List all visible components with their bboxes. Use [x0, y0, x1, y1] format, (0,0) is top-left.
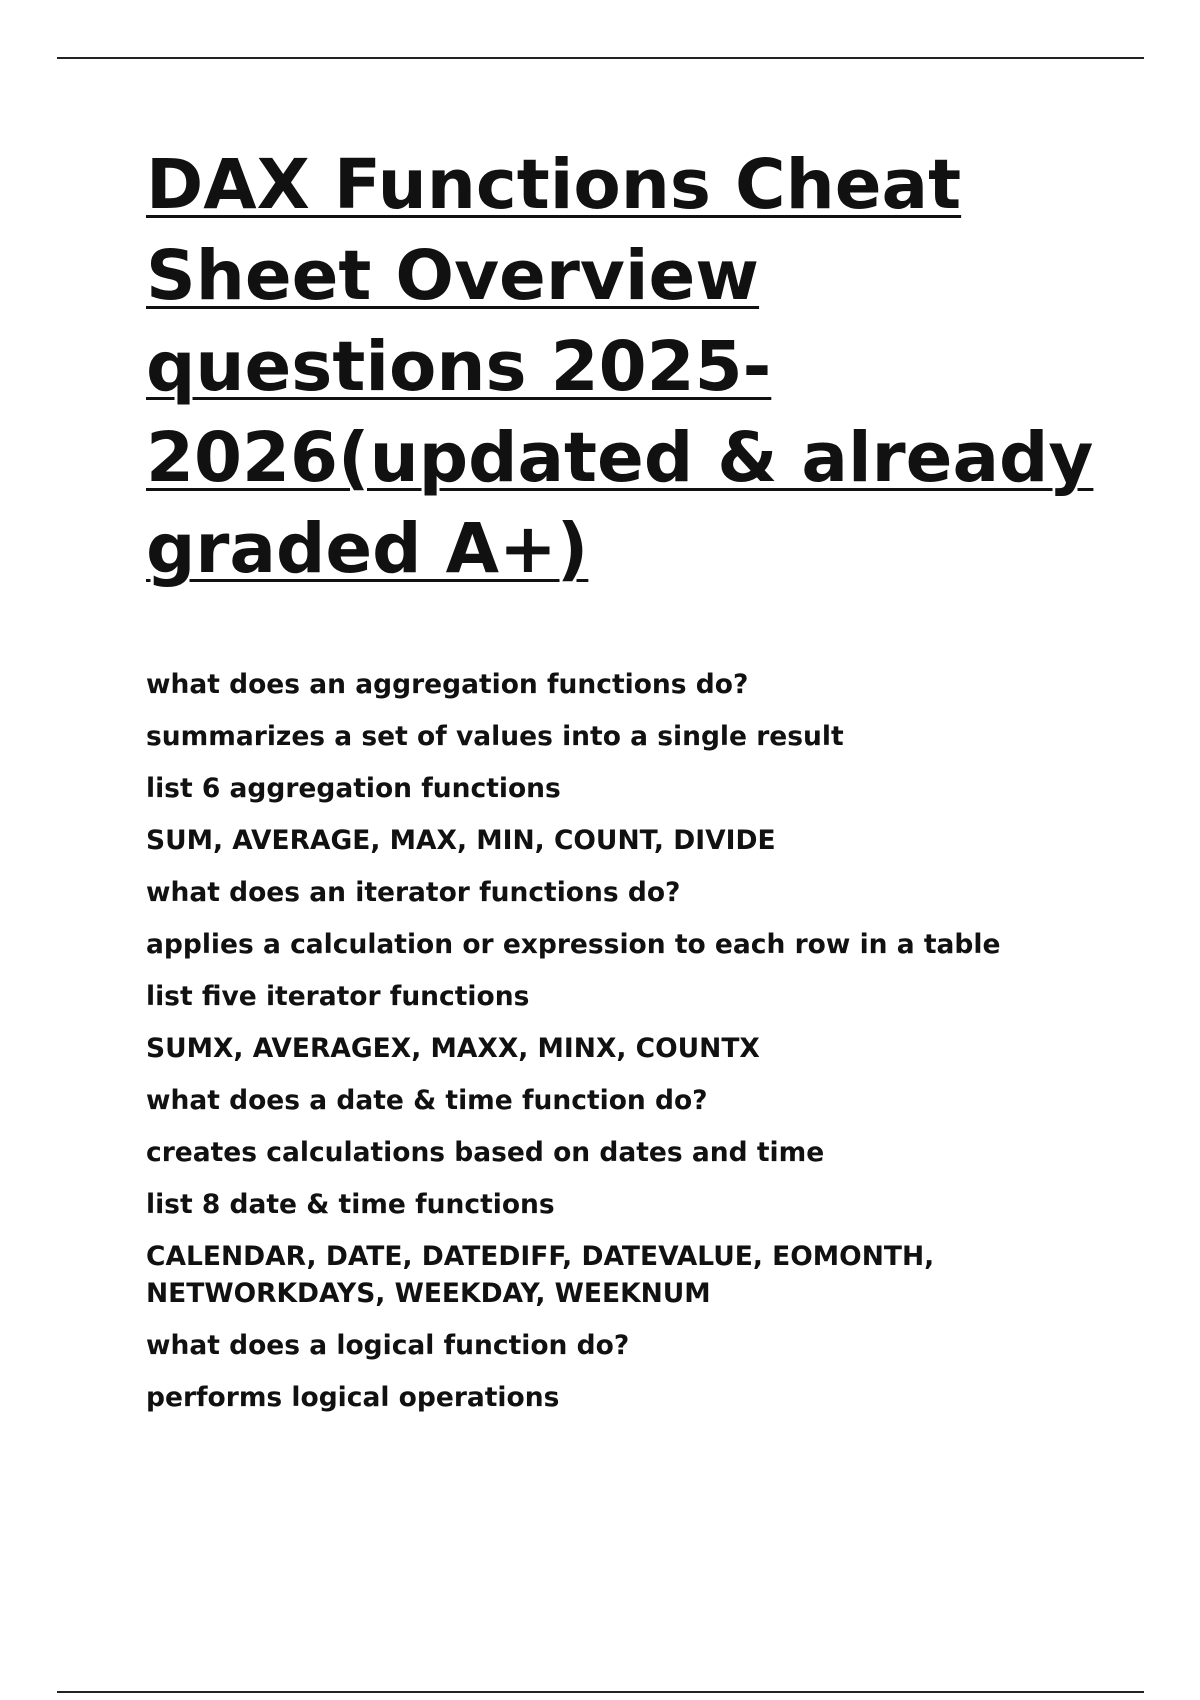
answer-5: creates calculations based on dates and time	[146, 1137, 825, 1168]
question-4: list five iterator functions	[146, 981, 530, 1012]
answer-7: performs logical operations	[146, 1382, 560, 1413]
answer-3: applies a calculation or expression to each row in a table	[146, 929, 1001, 960]
answer-4: SUMX, AVERAGEX, MAXX, MINX, COUNTX	[146, 1033, 760, 1064]
question-5: what does a date & time function do?	[146, 1085, 708, 1116]
question-3: what does an iterator functions do?	[146, 877, 681, 908]
question-7: what does a logical function do?	[146, 1330, 630, 1361]
document-title: DAX Functions Cheat Sheet Overview questions 2025-2026(updated & already graded A+)	[146, 145, 1094, 589]
question-6: list 8 date & time functions	[146, 1189, 555, 1220]
question-2: list 6 aggregation functions	[146, 773, 561, 804]
answer-2: SUM, AVERAGE, MAX, MIN, COUNT, DIVIDE	[146, 825, 776, 856]
bottom-rule	[57, 1691, 1144, 1693]
top-rule	[57, 57, 1144, 59]
answer-6: CALENDAR, DATE, DATEDIFF, DATEVALUE, EOMONTH, NETWORKDAYS, WEEKDAY, WEEKNUM	[146, 1241, 944, 1309]
question-1: what does an aggregation functions do?	[146, 669, 749, 700]
qa-list	[146, 666, 1106, 1431]
answer-1: summarizes a set of values into a single result	[146, 721, 844, 752]
